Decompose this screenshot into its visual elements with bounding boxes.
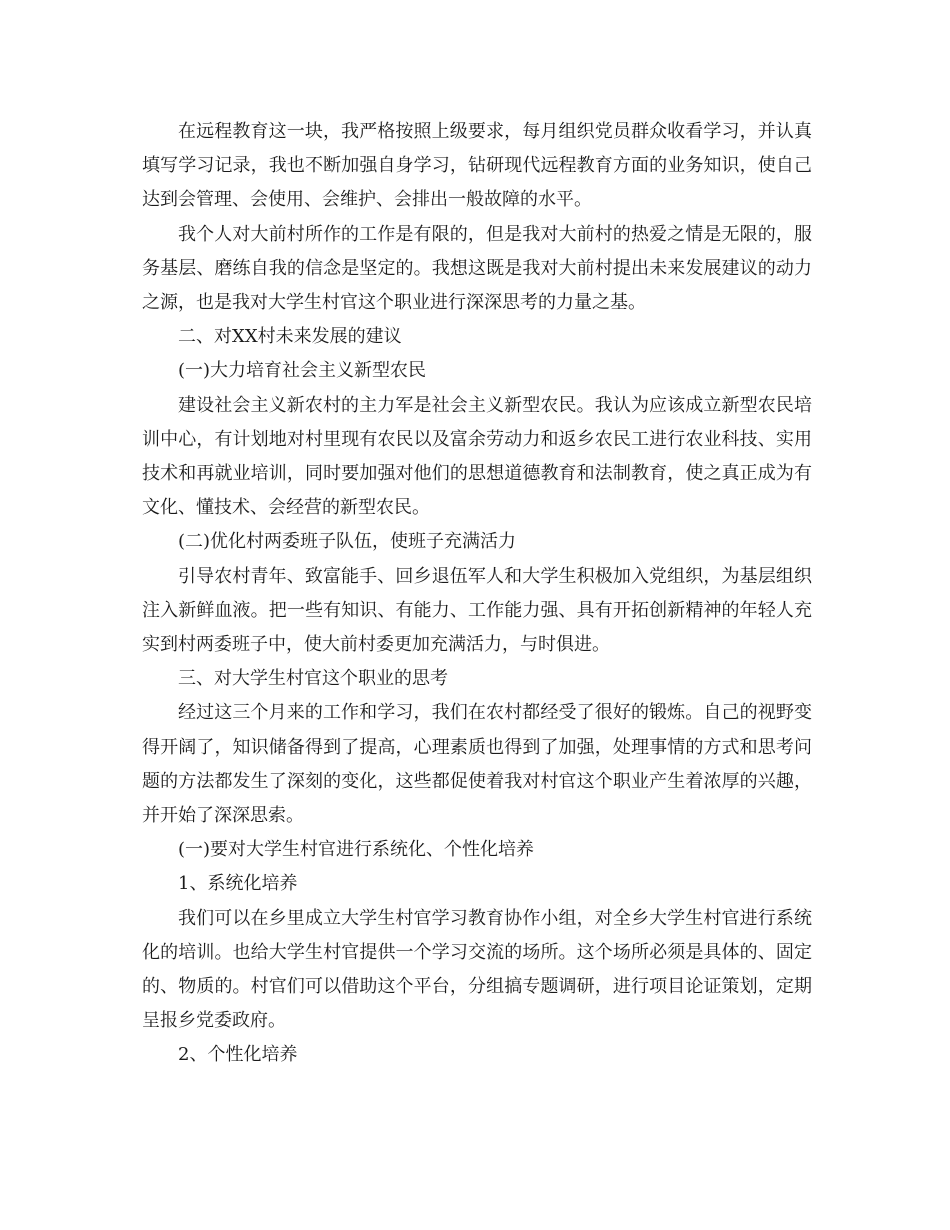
item-heading-systematic: 1、系统化培养 xyxy=(178,873,298,895)
paragraph-new-farmers: 建设社会主义新农村的主力军是社会主义新型农民。我认为应该成立新型农民培训中心，有计划地对村里现有农民以及富余劳动力和返乡农民工进行农业科技、实用技术和再就业培训，同时要加强对他们的思想道德教育和法制教育，使之真正成为有文化、懂技术、会经营的新型农民。 xyxy=(142,394,812,519)
document-body xyxy=(142,115,812,1073)
subsection-heading-new-farmers: (一)大力培育社会主义新型农民 xyxy=(178,360,427,382)
paragraph-systematic-training: 我们可以在乡里成立大学生村官学习教育协作小组，对全乡大学生村官进行系统化的培训。也给大学生村官提供一个学习交流的场所。这个场所必须是具体的、固定的、物质的。村官们可以借助这个平台，分组搞专题调研，进行项目论证策划，定期呈报乡党委政府。 xyxy=(142,907,812,1032)
paragraph-village-committee: 引导农村青年、致富能手、回乡退伍军人和大学生积极加入党组织，为基层组织注入新鲜血液。把一些有知识、有能力、工作能力强、具有开拓创新精神的年轻人充实到村两委班子中，使大前村委更加充满活力，与时俱进。 xyxy=(142,565,812,656)
section-heading-village-suggestions: 二、对XX村未来发展的建议 xyxy=(178,326,402,348)
paragraph-three-months-experience: 经过这三个月来的工作和学习，我们在农村都经受了很好的锻炼。自己的视野变得开阔了，知识储备得到了提高，心理素质也得到了加强，处理事情的方式和思考问题的方法都发生了深刻的变化，这些都促使着我对村官这个职业产生着浓厚的兴趣，并开始了深深思索。 xyxy=(142,702,812,827)
paragraph-remote-education: 在远程教育这一块，我严格按照上级要求，每月组织党员群众收看学习，并认真填写学习记录，我也不断加强自身学习，钻研现代远程教育方面的业务知识，使自己达到会管理、会使用、会维护、会排出一般故障的水平。 xyxy=(142,121,812,211)
item-heading-personalized: 2、个性化培养 xyxy=(178,1044,298,1066)
subsection-heading-systematic-training: (一)要对大学生村官进行系统化、个性化培养 xyxy=(178,839,535,861)
paragraph-personal-reflection: 我个人对大前村所作的工作是有限的，但是我对大前村的热爱之情是无限的，服务基层、磨练自我的信念是坚定的。我想这既是我对大前村提出未来发展建议的动力之源，也是我对大学生村官这个职业进行深深思考的力量之基。 xyxy=(142,223,812,314)
section-heading-village-official-career: 三、对大学生村官这个职业的思考 xyxy=(178,668,448,690)
subsection-heading-village-committee: (二)优化村两委班子队伍，使班子充满活力 xyxy=(178,531,517,553)
